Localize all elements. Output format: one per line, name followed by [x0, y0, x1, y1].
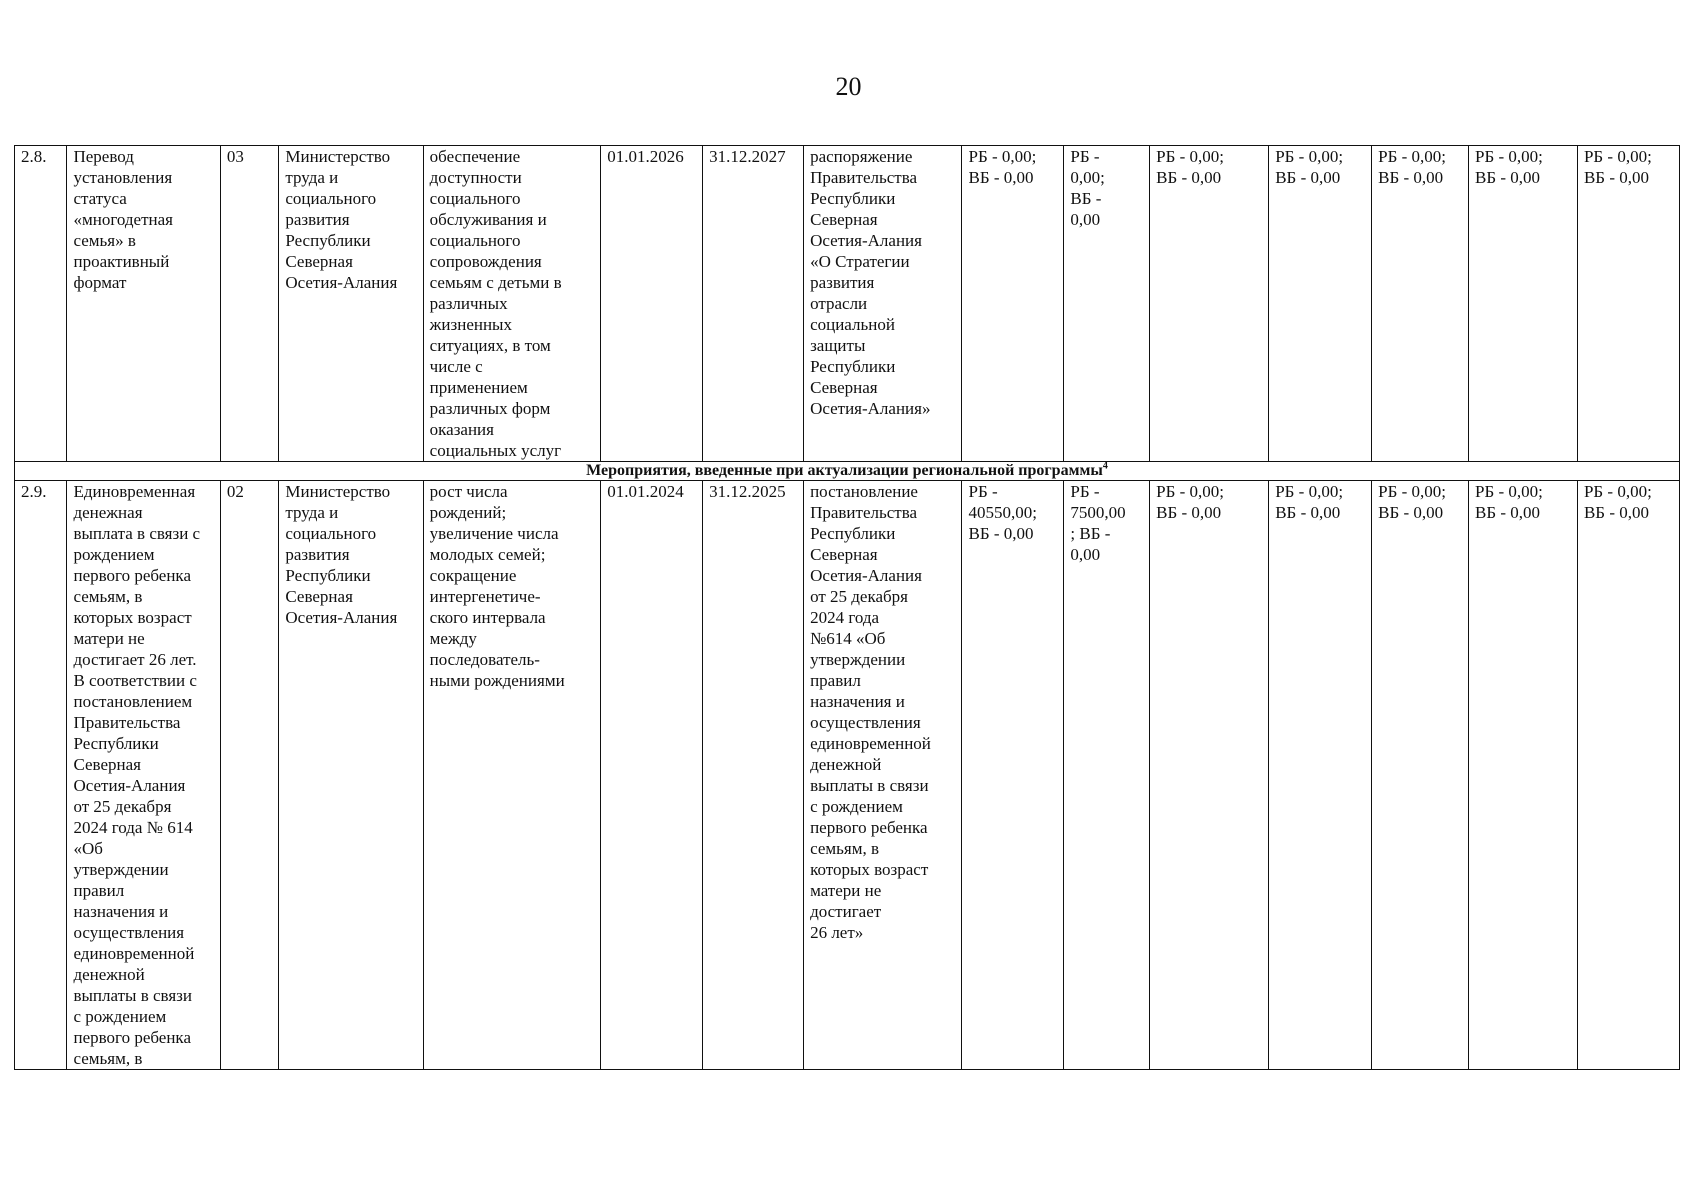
- legal-document-cell: постановление Правительства Республики Северная Осетия-Алания от 25 декабря 2024 года №614 «Об утверждении правил назначения и осуществления единовременной денежной выплаты в связи с рождением первого ребенка семьям, в которых возраст матери не достигает 26 лет»: [804, 481, 962, 1070]
- table-row: [15, 481, 1680, 1070]
- funding-cell: РБ - 0,00; ВБ - 0,00: [1469, 481, 1578, 1070]
- measure-name: Единовременная денежная выплата в связи с рождением первого ребенка семьям, в которых возраст матери не достигает 26 лет. В соответствии с постановлением Правительства Республики Северная Осетия-Алания от 25 декабря 2024 года № 614 «Об утверждении правил назначения и осуществления единовременной денежной выплаты в связи с рождением первого ребенка семьям, в: [67, 481, 220, 1070]
- end-date-cell: 31.12.2025: [703, 481, 804, 1070]
- funding-cell: РБ - 0,00; ВБ - 0,00: [1469, 146, 1578, 462]
- page-number: 20: [835, 72, 862, 101]
- executor-cell: Министерство труда и социального развития Республики Северная Осетия-Алания: [279, 146, 423, 462]
- start-date-cell: 01.01.2024: [601, 481, 703, 1070]
- row-number: 2.8.: [15, 146, 67, 462]
- funding-cell: РБ - 0,00; ВБ - 0,00: [1372, 146, 1469, 462]
- expected-result-cell: обеспечение доступности социального обслуживания и социального сопровождения семьям с детьми в различных жизненных ситуациях, в том числе с применением различных форм оказания социальных услуг: [423, 146, 601, 462]
- funding-cell: РБ - 0,00; ВБ - 0,00: [1577, 481, 1679, 1070]
- funding-cell: РБ - 0,00; ВБ - 0,00: [1269, 481, 1372, 1070]
- section-heading-text: Мероприятия, введенные при актуализации региональной программы: [586, 462, 1103, 479]
- row-number: 2.9.: [15, 481, 67, 1070]
- expected-result-cell: рост числа рождений; увеличение числа молодых семей; сокращение интергенетиче- ского интервала между последователь- ными рождениями: [423, 481, 601, 1070]
- end-date-cell: 31.12.2027: [703, 146, 804, 462]
- funding-cell: РБ - 40550,00; ВБ - 0,00: [962, 481, 1064, 1070]
- legal-document-cell: распоряжение Правительства Республики Северная Осетия-Алания «О Стратегии развития отрасли социальной защиты Республики Северная Осетия-Алания»: [804, 146, 962, 462]
- funding-cell: РБ - 0,00; ВБ - 0,00: [1064, 146, 1150, 462]
- funding-cell: РБ - 0,00; ВБ - 0,00: [1150, 146, 1269, 462]
- measure-code: 02: [220, 481, 279, 1070]
- funding-cell: РБ - 7500,00 ; ВБ - 0,00: [1064, 481, 1150, 1070]
- footnote-marker: 4: [1102, 461, 1108, 472]
- funding-cell: РБ - 0,00; ВБ - 0,00: [962, 146, 1064, 462]
- section-heading-row: [15, 462, 1680, 481]
- funding-cell: РБ - 0,00; ВБ - 0,00: [1372, 481, 1469, 1070]
- program-table: [14, 145, 1680, 1070]
- executor-cell: Министерство труда и социального развития Республики Северная Осетия-Алания: [279, 481, 423, 1070]
- start-date-cell: 01.01.2026: [601, 146, 703, 462]
- funding-cell: РБ - 0,00; ВБ - 0,00: [1269, 146, 1372, 462]
- measure-name: Перевод установления статуса «многодетная семья» в проактивный формат: [67, 146, 220, 462]
- section-heading: [15, 462, 1680, 481]
- measure-code: 03: [220, 146, 279, 462]
- table-row: [15, 146, 1680, 462]
- funding-cell: РБ - 0,00; ВБ - 0,00: [1150, 481, 1269, 1070]
- funding-cell: РБ - 0,00; ВБ - 0,00: [1577, 146, 1679, 462]
